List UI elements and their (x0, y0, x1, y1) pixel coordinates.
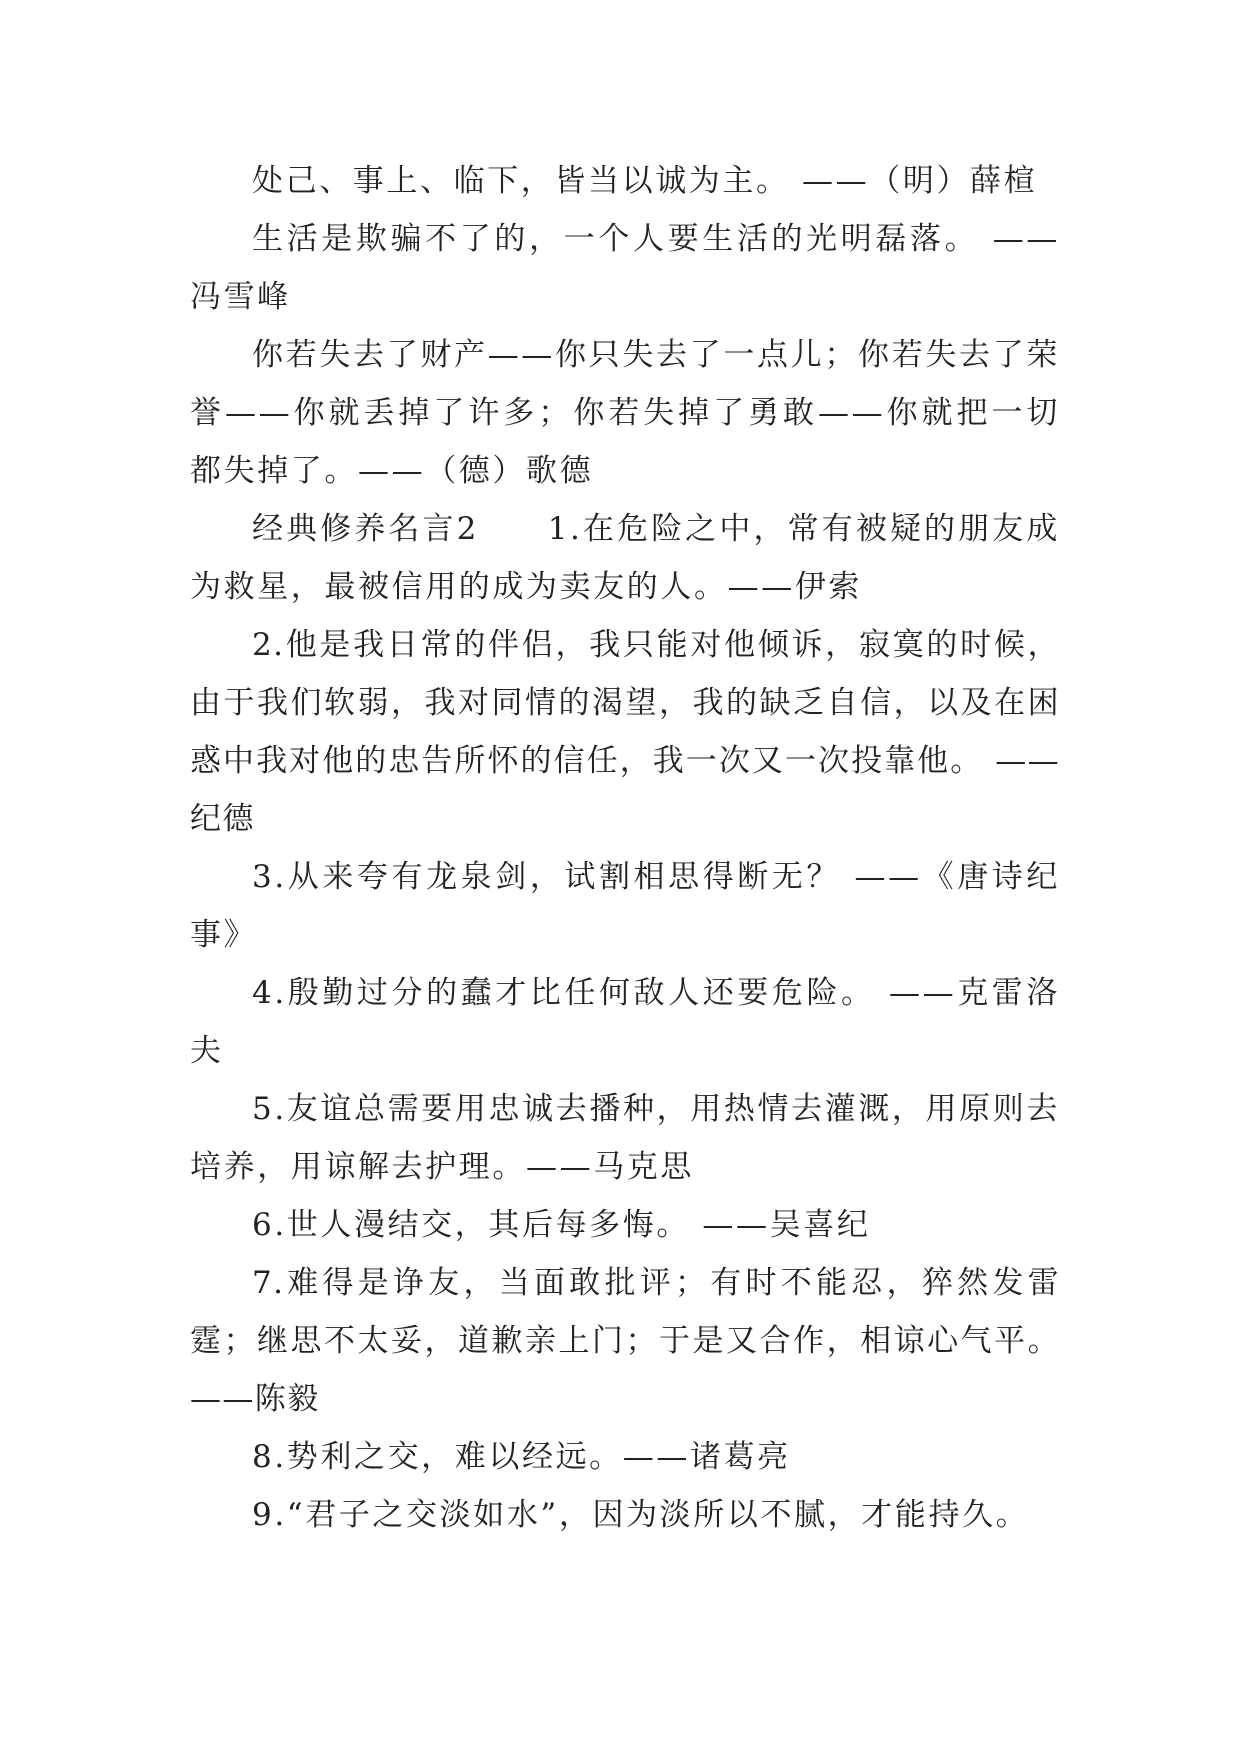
quote-paragraph: 7.难得是诤友，当面敢批评；有时不能忍，猝然发雷霆；继思不太妥，道歉亲上门；于是又合作，相谅心气平。 ——陈毅 (190, 1265, 1060, 1417)
quote-paragraph: 处己、事上、临下，皆当以诚为主。 ——（明）薛楦 (252, 163, 1038, 199)
quote-paragraph: 2.他是我日常的伴侣，我只能对他倾诉，寂寞的时候，由于我们软弱，我对同情的渴望，我的缺乏自信，以及在困惑中我对他的忠告所怀的信任，我一次又一次投靠他。 ——纪德 (190, 627, 1060, 837)
quote-paragraph: 8.势利之交，难以经远。——诸葛亮 (252, 1439, 791, 1475)
quote-paragraph: 6.世人漫结交，其后每多悔。 ——吴喜纪 (252, 1207, 871, 1243)
quote-paragraph: 5.友谊总需要用忠诚去播种，用热情去灌溉，用原则去培养，用谅解去护理。——马克思 (190, 1091, 1060, 1185)
quote-paragraph: 4.殷勤过分的蠢才比任何敌人还要危险。 ——克雷洛夫 (190, 975, 1060, 1069)
quote-paragraph: 你若失去了财产——你只失去了一点儿；你若失去了荣誉——你就丢掉了许多；你若失掉了勇敢——你就把一切都失掉了。——（德）歌德 (190, 337, 1060, 489)
quote-paragraph: 生活是欺骗不了的，一个人要生活的光明磊落。 ——冯雪峰 (190, 221, 1060, 315)
quote-paragraph: 9.“君子之交淡如水”，因为淡所以不腻，才能持久。 (252, 1497, 1030, 1533)
quote-paragraph: 3.从来夸有龙泉剑，试割相思得断无？ ——《唐诗纪事》 (190, 859, 1060, 953)
section-heading-paragraph: 经典修养名言2 1.在危险之中，常有被疑的朋友成为救星，最被信用的成为卖友的人。——伊索 (190, 511, 1060, 605)
document-body (190, 152, 1060, 1544)
